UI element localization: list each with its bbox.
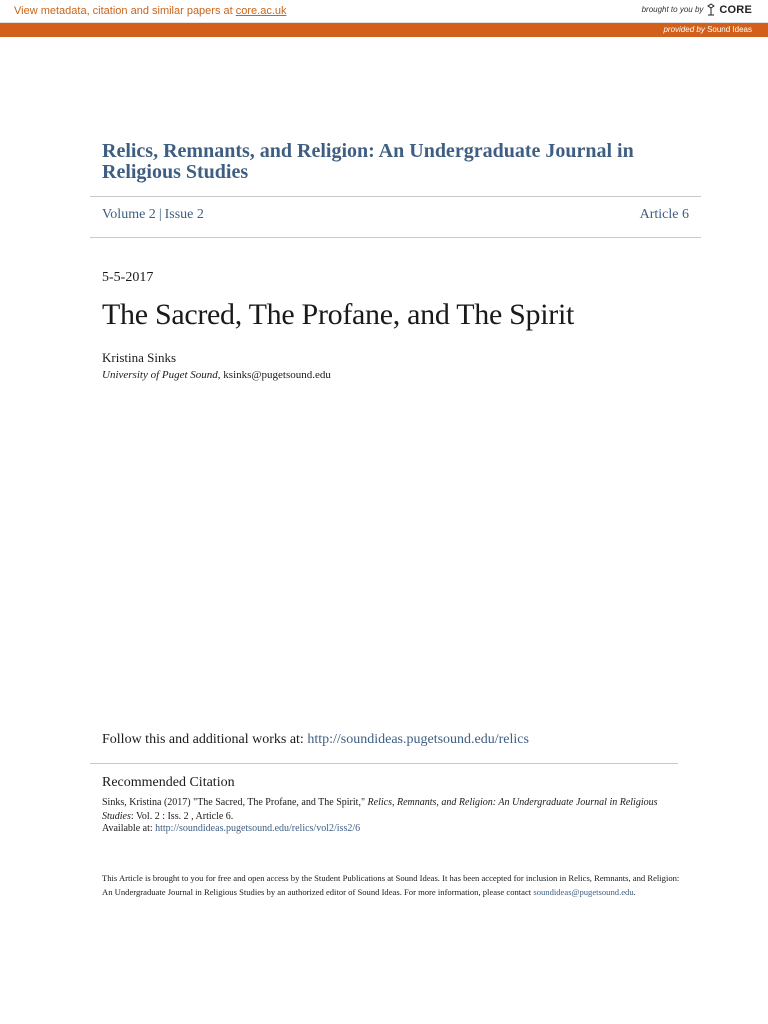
volume-link[interactable]: Volume 2 xyxy=(102,207,156,222)
provided-by-prefix: provided by xyxy=(663,25,705,34)
core-logo-text: CORE xyxy=(719,3,752,16)
provided-by xyxy=(663,25,752,34)
follow-text: Follow this and additional works at: xyxy=(102,732,308,747)
citation-text xyxy=(102,796,672,824)
author-affiliation xyxy=(102,369,331,381)
core-banner xyxy=(0,0,768,37)
article-number[interactable]: Article 6 xyxy=(639,207,689,222)
available-label: Available at: xyxy=(102,823,156,834)
divider-top xyxy=(90,196,701,197)
journal-title[interactable]: Relics, Remnants, and Religion: An Undergraduate Journal in Religious Studies xyxy=(102,140,634,183)
issue-link[interactable]: Issue 2 xyxy=(164,207,204,222)
notice-end: . xyxy=(633,887,636,897)
author-email: , ksinks@pugetsound.edu xyxy=(217,369,331,381)
core-link[interactable]: core.ac.uk xyxy=(235,5,287,17)
divider-citation xyxy=(90,763,678,764)
available-link[interactable]: http://soundideas.pugetsound.edu/relics/vol2/iss2/6 xyxy=(155,823,361,834)
brought-to-you-text: brought to you by xyxy=(641,5,704,14)
publication-date: 5-5-2017 xyxy=(102,270,154,285)
core-provider-bar xyxy=(0,23,768,37)
notice-text: This Article is brought to you for free and open access by the Student Publications at Sound Ideas. It has been accepted for inclusion in Relics, Remnants, and Religion: An Undergraduate Journal in Religious Studies by an authorized editor of Sound Ideas. For more information, please contact xyxy=(102,873,680,897)
citation-plain: Sinks, Kristina (2017) "The Sacred, The Profane, and The Spirit," xyxy=(102,797,368,808)
core-metadata-notice xyxy=(14,5,287,17)
author-name: Kristina Sinks xyxy=(102,350,177,365)
divider-bottom xyxy=(90,237,701,238)
volume-issue xyxy=(102,207,204,223)
volume-issue-separator: | xyxy=(158,207,162,222)
provided-by-name: Sound Ideas xyxy=(707,25,752,34)
core-banner-top xyxy=(0,0,768,23)
citation-rest: : Vol. 2 : Iss. 2 , Article 6. xyxy=(130,811,234,822)
core-brought-by[interactable] xyxy=(642,3,752,16)
citation-heading: Recommended Citation xyxy=(102,775,235,790)
available-at xyxy=(102,823,360,834)
core-logo-icon xyxy=(706,3,716,16)
contact-email-link[interactable]: soundideas@pugetsound.edu xyxy=(533,887,634,897)
access-notice xyxy=(102,871,682,899)
follow-link[interactable]: http://soundideas.pugetsound.edu/relics xyxy=(307,732,529,747)
citation-journal: Relics, Remnants, and Religion: An Undergraduate Journal in Religious Studies xyxy=(102,797,658,822)
article-title: The Sacred, The Profane, and The Spirit xyxy=(102,298,575,331)
follow-line xyxy=(102,732,529,748)
core-metadata-text: View metadata, citation and similar papers at xyxy=(14,5,233,17)
affiliation-name: University of Puget Sound xyxy=(102,369,218,381)
